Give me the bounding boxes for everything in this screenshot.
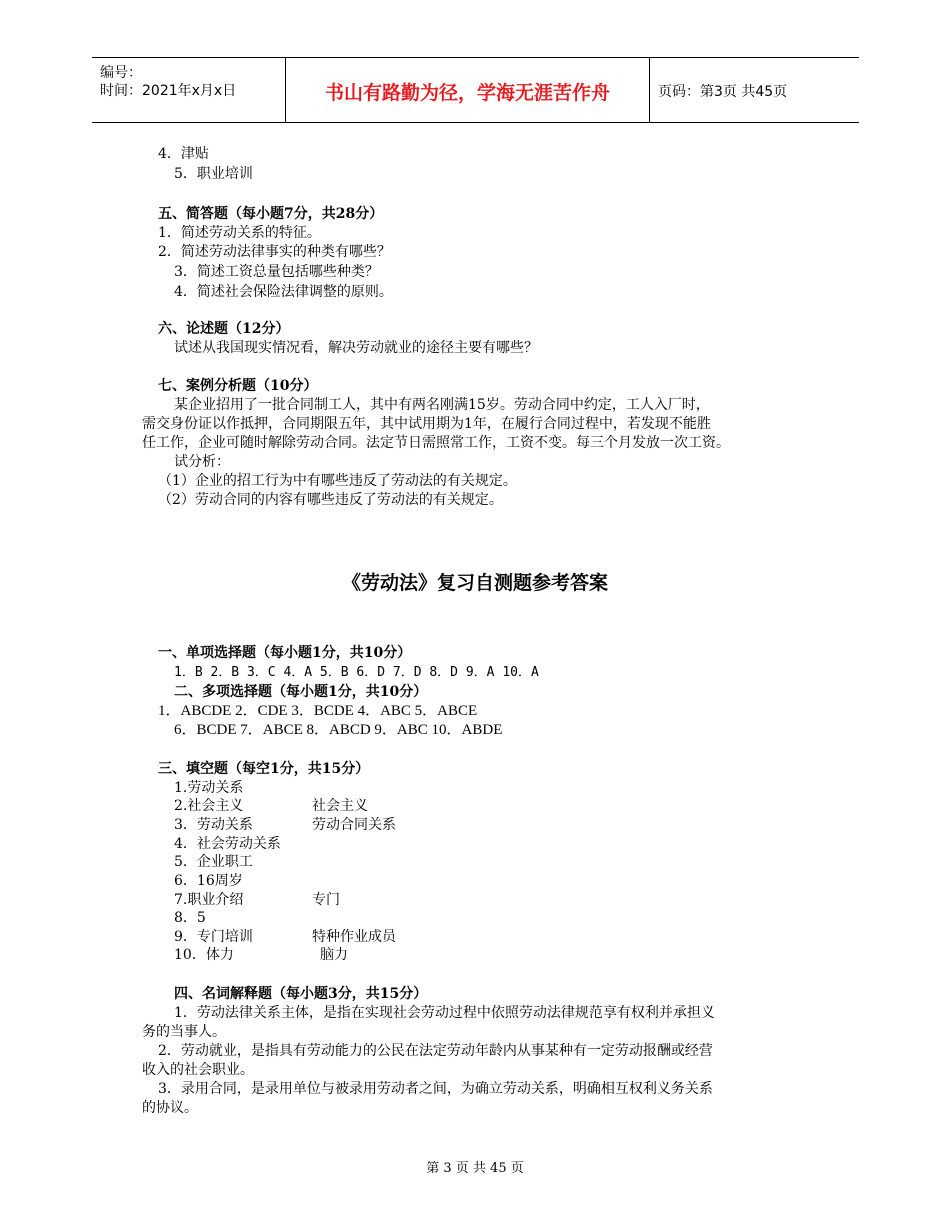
definition-text: 收入的社会职业。 — [142, 1062, 254, 1078]
case-text: 某企业招用了一批合同制工人，其中有两名刚满15岁。劳动合同中约定，工人入厂时， — [174, 397, 710, 413]
number-label: 编号： — [100, 65, 142, 81]
answers-title: 《劳动法》复习自测题参考答案 — [341, 572, 608, 594]
fill-answer: 9．专门培训 — [174, 929, 253, 945]
fill-answer-2: 脑力 — [320, 947, 348, 963]
case-question: （2）劳动合同的内容有哪些违反了劳动法的有关规定。 — [158, 492, 503, 508]
fill-answer: 7.职业介绍 — [174, 892, 244, 908]
header-page-cell — [650, 58, 859, 122]
fill-answer: 10．体力 — [174, 947, 234, 963]
case-text: 试分析： — [174, 454, 230, 470]
answer-line: 1．B 2．B 3．C 4．A 5．B 6．D 7．D 8．D 9．A 10．A — [174, 665, 539, 680]
fill-answer-2: 劳动合同关系 — [312, 817, 396, 833]
fill-answer: 5．企业职工 — [174, 854, 253, 870]
case-text: 需交身份证以作抵押，合同期限五年，其中试用期为1年，在履行合同过程中，若发现不能胜 — [142, 416, 711, 432]
answer-section-2-title: 二、多项选择题（每小题1分，共10分） — [174, 684, 428, 700]
section-5-title: 五、简答题（每小题7分，共28分） — [158, 206, 384, 222]
question: 2．简述劳动法律事实的种类有哪些？ — [158, 244, 391, 260]
fill-answer: 2.社会主义 — [174, 798, 244, 814]
time-label: 时间：2021年x月x日 — [100, 83, 237, 99]
definition-text: 1．劳动法律关系主体，是指在实现社会劳动过程中依照劳动法律规范享有权利并承担义 — [174, 1005, 715, 1021]
answer-line: 6．BCDE 7．ABCE 8．ABCD 9．ABC 10．ABDE — [174, 722, 503, 738]
question: 4．简述社会保险法律调整的原则。 — [174, 284, 393, 300]
header-meta-cell — [92, 58, 286, 122]
header-motto-cell — [286, 58, 650, 122]
page-header — [92, 57, 859, 123]
list-item: 4．津贴 — [158, 146, 209, 162]
page-info: 页码：第3页 共45页 — [658, 84, 788, 100]
answer-section-1-title: 一、单项选择题（每小题1分，共10分） — [158, 645, 412, 661]
definition-text: 的协议。 — [142, 1100, 198, 1116]
definition-text: 务的当事人。 — [142, 1024, 226, 1040]
case-text: 任工作，企业可随时解除劳动合同。法定节日需照常工作，工资不变。每三个月发放一次工资。 — [142, 435, 730, 451]
page-footer: 第 3 页 共 45 页 — [426, 1161, 524, 1176]
fill-answer-2: 特种作业成员 — [312, 929, 396, 945]
answer-line: 1．ABCDE 2．CDE 3．BCDE 4．ABC 5．ABCE — [158, 703, 478, 719]
section-6-title: 六、论述题（12分） — [158, 321, 290, 337]
fill-answer: 4．社会劳动关系 — [174, 836, 281, 852]
question: 3．简述工资总量包括哪些种类？ — [174, 264, 379, 280]
answer-section-4-title: 四、名词解释题（每小题3分，共15分） — [174, 986, 428, 1002]
motto: 书山有路勤为径，学海无涯苦作舟 — [324, 82, 610, 104]
case-question: （1）企业的招工行为中有哪些违反了劳动法的有关规定。 — [158, 473, 517, 489]
question: 1．简述劳动关系的特征。 — [158, 225, 321, 241]
fill-answer: 6．16周岁 — [174, 873, 243, 889]
question: 试述从我国现实情况看，解决劳动就业的途径主要有哪些？ — [174, 340, 538, 356]
fill-answer-2: 专门 — [312, 892, 340, 908]
fill-answer: 1.劳动关系 — [174, 780, 244, 796]
section-7-title: 七、案例分析题（10分） — [158, 378, 318, 394]
fill-answer: 3．劳动关系 — [174, 817, 253, 833]
list-item: 5．职业培训 — [174, 166, 253, 182]
definition-text: 2．劳动就业，是指具有劳动能力的公民在法定劳动年龄内从事某种有一定劳动报酬或经营 — [158, 1043, 713, 1059]
fill-answer: 8．5 — [174, 910, 206, 926]
definition-text: 3．录用合同，是录用单位与被录用劳动者之间，为确立劳动关系，明确相互权利义务关系 — [158, 1081, 713, 1097]
answer-section-3-title: 三、填空题（每空1分，共15分） — [158, 761, 370, 777]
fill-answer-2: 社会主义 — [312, 798, 368, 814]
